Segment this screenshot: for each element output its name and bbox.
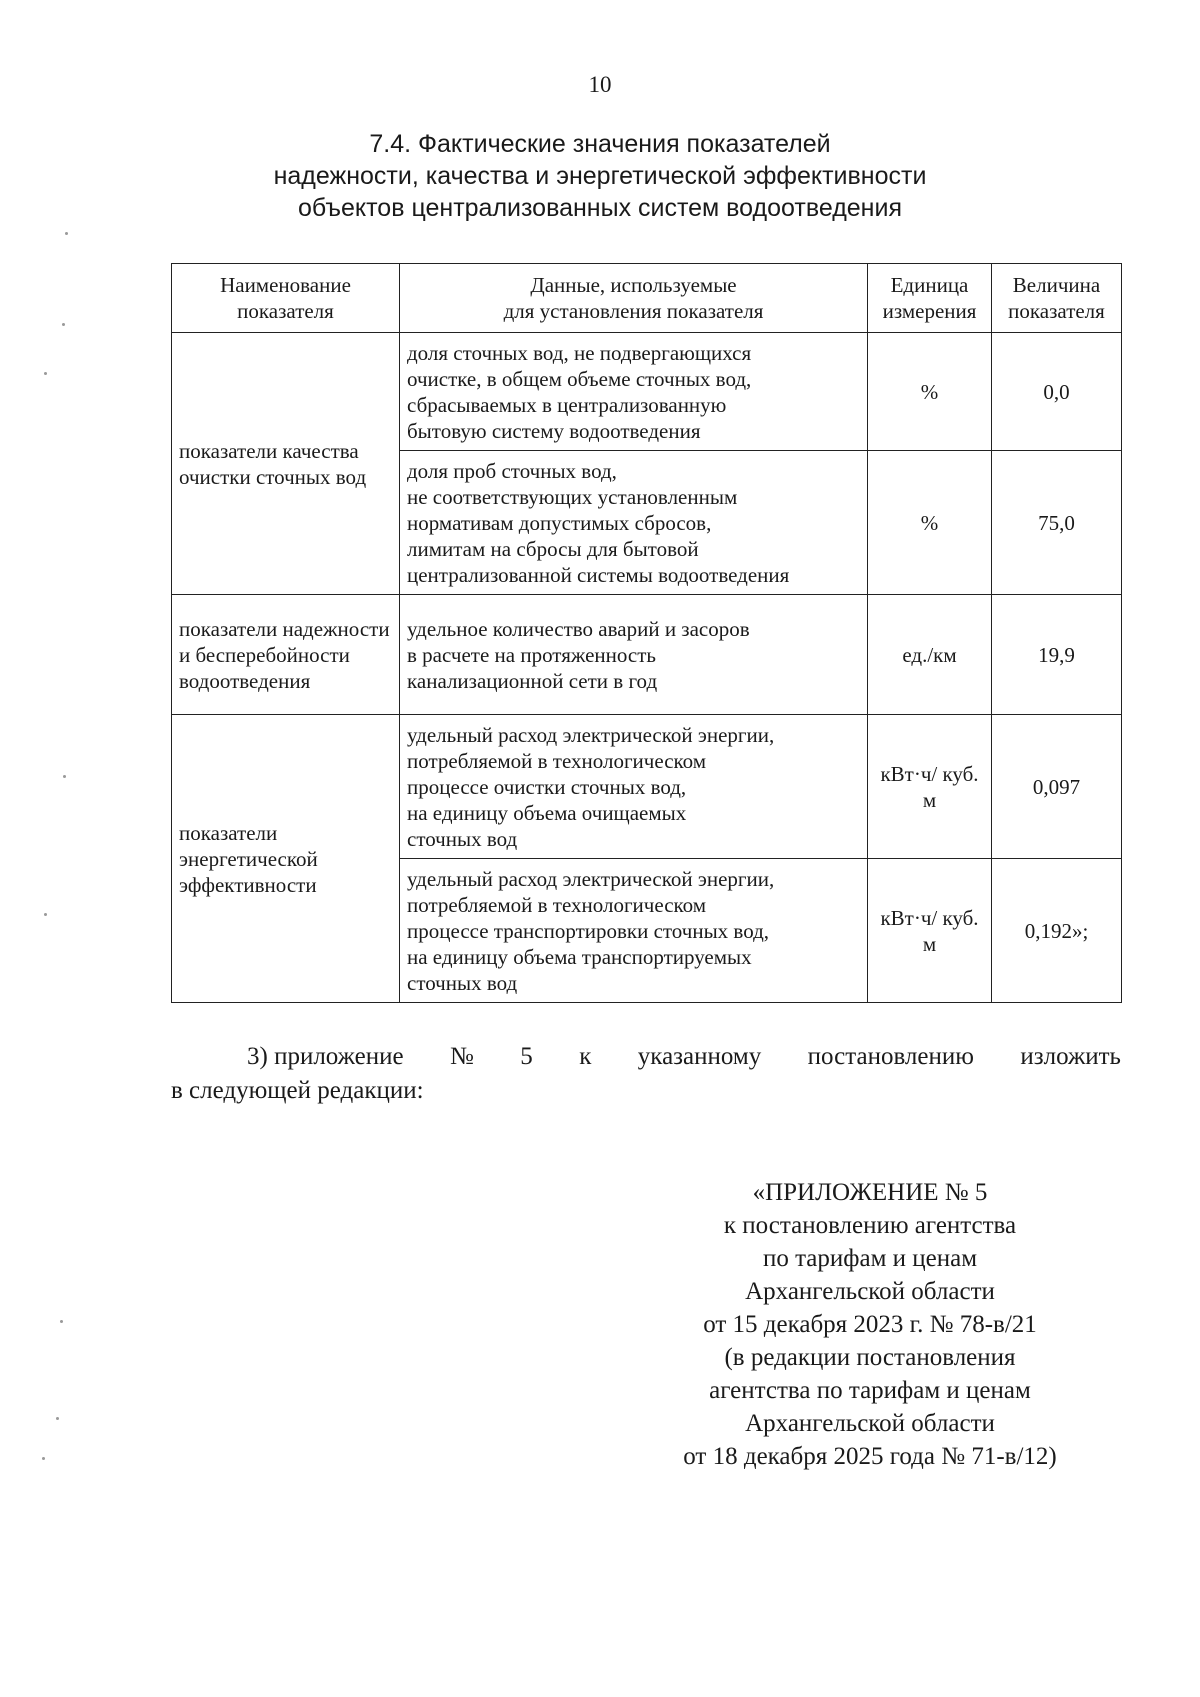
section-heading — [240, 128, 960, 224]
indicator-value: 75,0 — [992, 451, 1122, 595]
indicator-unit: % — [868, 451, 992, 595]
indicator-group-name: показатели качества очистки сточных вод — [172, 333, 400, 595]
indicator-value: 0,192»; — [992, 859, 1122, 1003]
header-value: Величина показателя — [992, 264, 1122, 333]
paragraph-line: в следующей редакции: — [171, 1077, 424, 1104]
heading-line: объектов централизованных систем водоотведения — [298, 194, 902, 222]
indicators-table — [171, 263, 1122, 1003]
paragraph-word: указанному — [637, 1043, 762, 1070]
scan-speck — [60, 1320, 63, 1323]
paragraph-word: 3) приложение — [247, 1043, 404, 1070]
paragraph-word: к — [579, 1043, 592, 1070]
header-unit: Единица измерения — [868, 264, 992, 333]
indicator-unit: % — [868, 333, 992, 451]
table-header-row — [172, 264, 1122, 333]
appendix-line: Архангельской области — [745, 1278, 995, 1305]
indicator-unit: кВт·ч/ куб. м — [868, 715, 992, 859]
appendix-line: агентства по тарифам и ценам — [709, 1377, 1031, 1404]
scan-speck — [62, 323, 65, 326]
appendix-line: Архангельской области — [745, 1410, 995, 1437]
indicator-description: удельный расход электрической энергии, потребляемой в технологическом процессе транспортировки сточных вод, на единицу объема транспортируемых сточных вод — [400, 859, 868, 1003]
table-row — [172, 715, 1122, 859]
indicator-group-name: показатели энергетической эффективности — [172, 715, 400, 1003]
scan-speck — [63, 775, 66, 778]
indicator-description: доля сточных вод, не подвергающихся очистке, в общем объеме сточных вод, сбрасываемых в централизованную бытовую систему водоотведения — [400, 333, 868, 451]
scan-speck — [42, 1457, 45, 1460]
page-number: 10 — [588, 72, 612, 97]
appendix-line: к постановлению агентства — [723, 1212, 1017, 1239]
indicator-unit: ед./км — [868, 595, 992, 715]
appendix-line: (в редакции постановления — [724, 1344, 1016, 1371]
header-indicator-name: Наименование показателя — [172, 264, 400, 333]
header-indicator-data: Данные, используемые для установления показателя — [400, 264, 868, 333]
indicator-value: 0,097 — [992, 715, 1122, 859]
table-row — [172, 595, 1122, 715]
amendment-paragraph — [171, 1040, 1121, 1108]
indicator-group-name: показатели надежности и бесперебойности водоотведения — [172, 595, 400, 715]
scan-speck — [56, 1417, 59, 1420]
appendix-line: по тарифам и ценам — [762, 1245, 978, 1272]
appendix-line: от 18 декабря 2025 года № 71-в/12) — [683, 1443, 1057, 1470]
table-row — [172, 333, 1122, 451]
indicator-description: удельный расход электрической энергии, потребляемой в технологическом процессе очистки сточных вод, на единицу объема очищаемых сточных вод — [400, 715, 868, 859]
appendix-line: «ПРИЛОЖЕНИЕ № 5 — [752, 1179, 988, 1206]
indicator-description: удельное количество аварий и засоров в расчете на протяженность канализационной сети в год — [400, 595, 868, 715]
scan-speck — [65, 232, 68, 235]
indicator-value: 0,0 — [992, 333, 1122, 451]
appendix-line: от 15 декабря 2023 г. № 78-в/21 — [703, 1311, 1037, 1338]
indicator-value: 19,9 — [992, 595, 1122, 715]
scan-speck — [44, 913, 47, 916]
paragraph-word: постановлению — [807, 1043, 974, 1070]
scan-speck — [44, 372, 47, 375]
appendix-header — [640, 1176, 1100, 1473]
paragraph-word: № — [450, 1043, 474, 1070]
indicator-description: доля проб сточных вод, не соответствующих установленным нормативам допустимых сбросов, лимитам на сбросы для бытовой централизованной системы водоотведения — [400, 451, 868, 595]
indicator-unit: кВт·ч/ куб. м — [868, 859, 992, 1003]
paragraph-line — [171, 1040, 1121, 1074]
paragraph-word: изложить — [1020, 1043, 1121, 1070]
paragraph-word: 5 — [520, 1043, 533, 1070]
heading-line: 7.4. Фактические значения показателей — [369, 130, 831, 158]
heading-line: надежности, качества и энергетической эффективности — [273, 162, 927, 190]
